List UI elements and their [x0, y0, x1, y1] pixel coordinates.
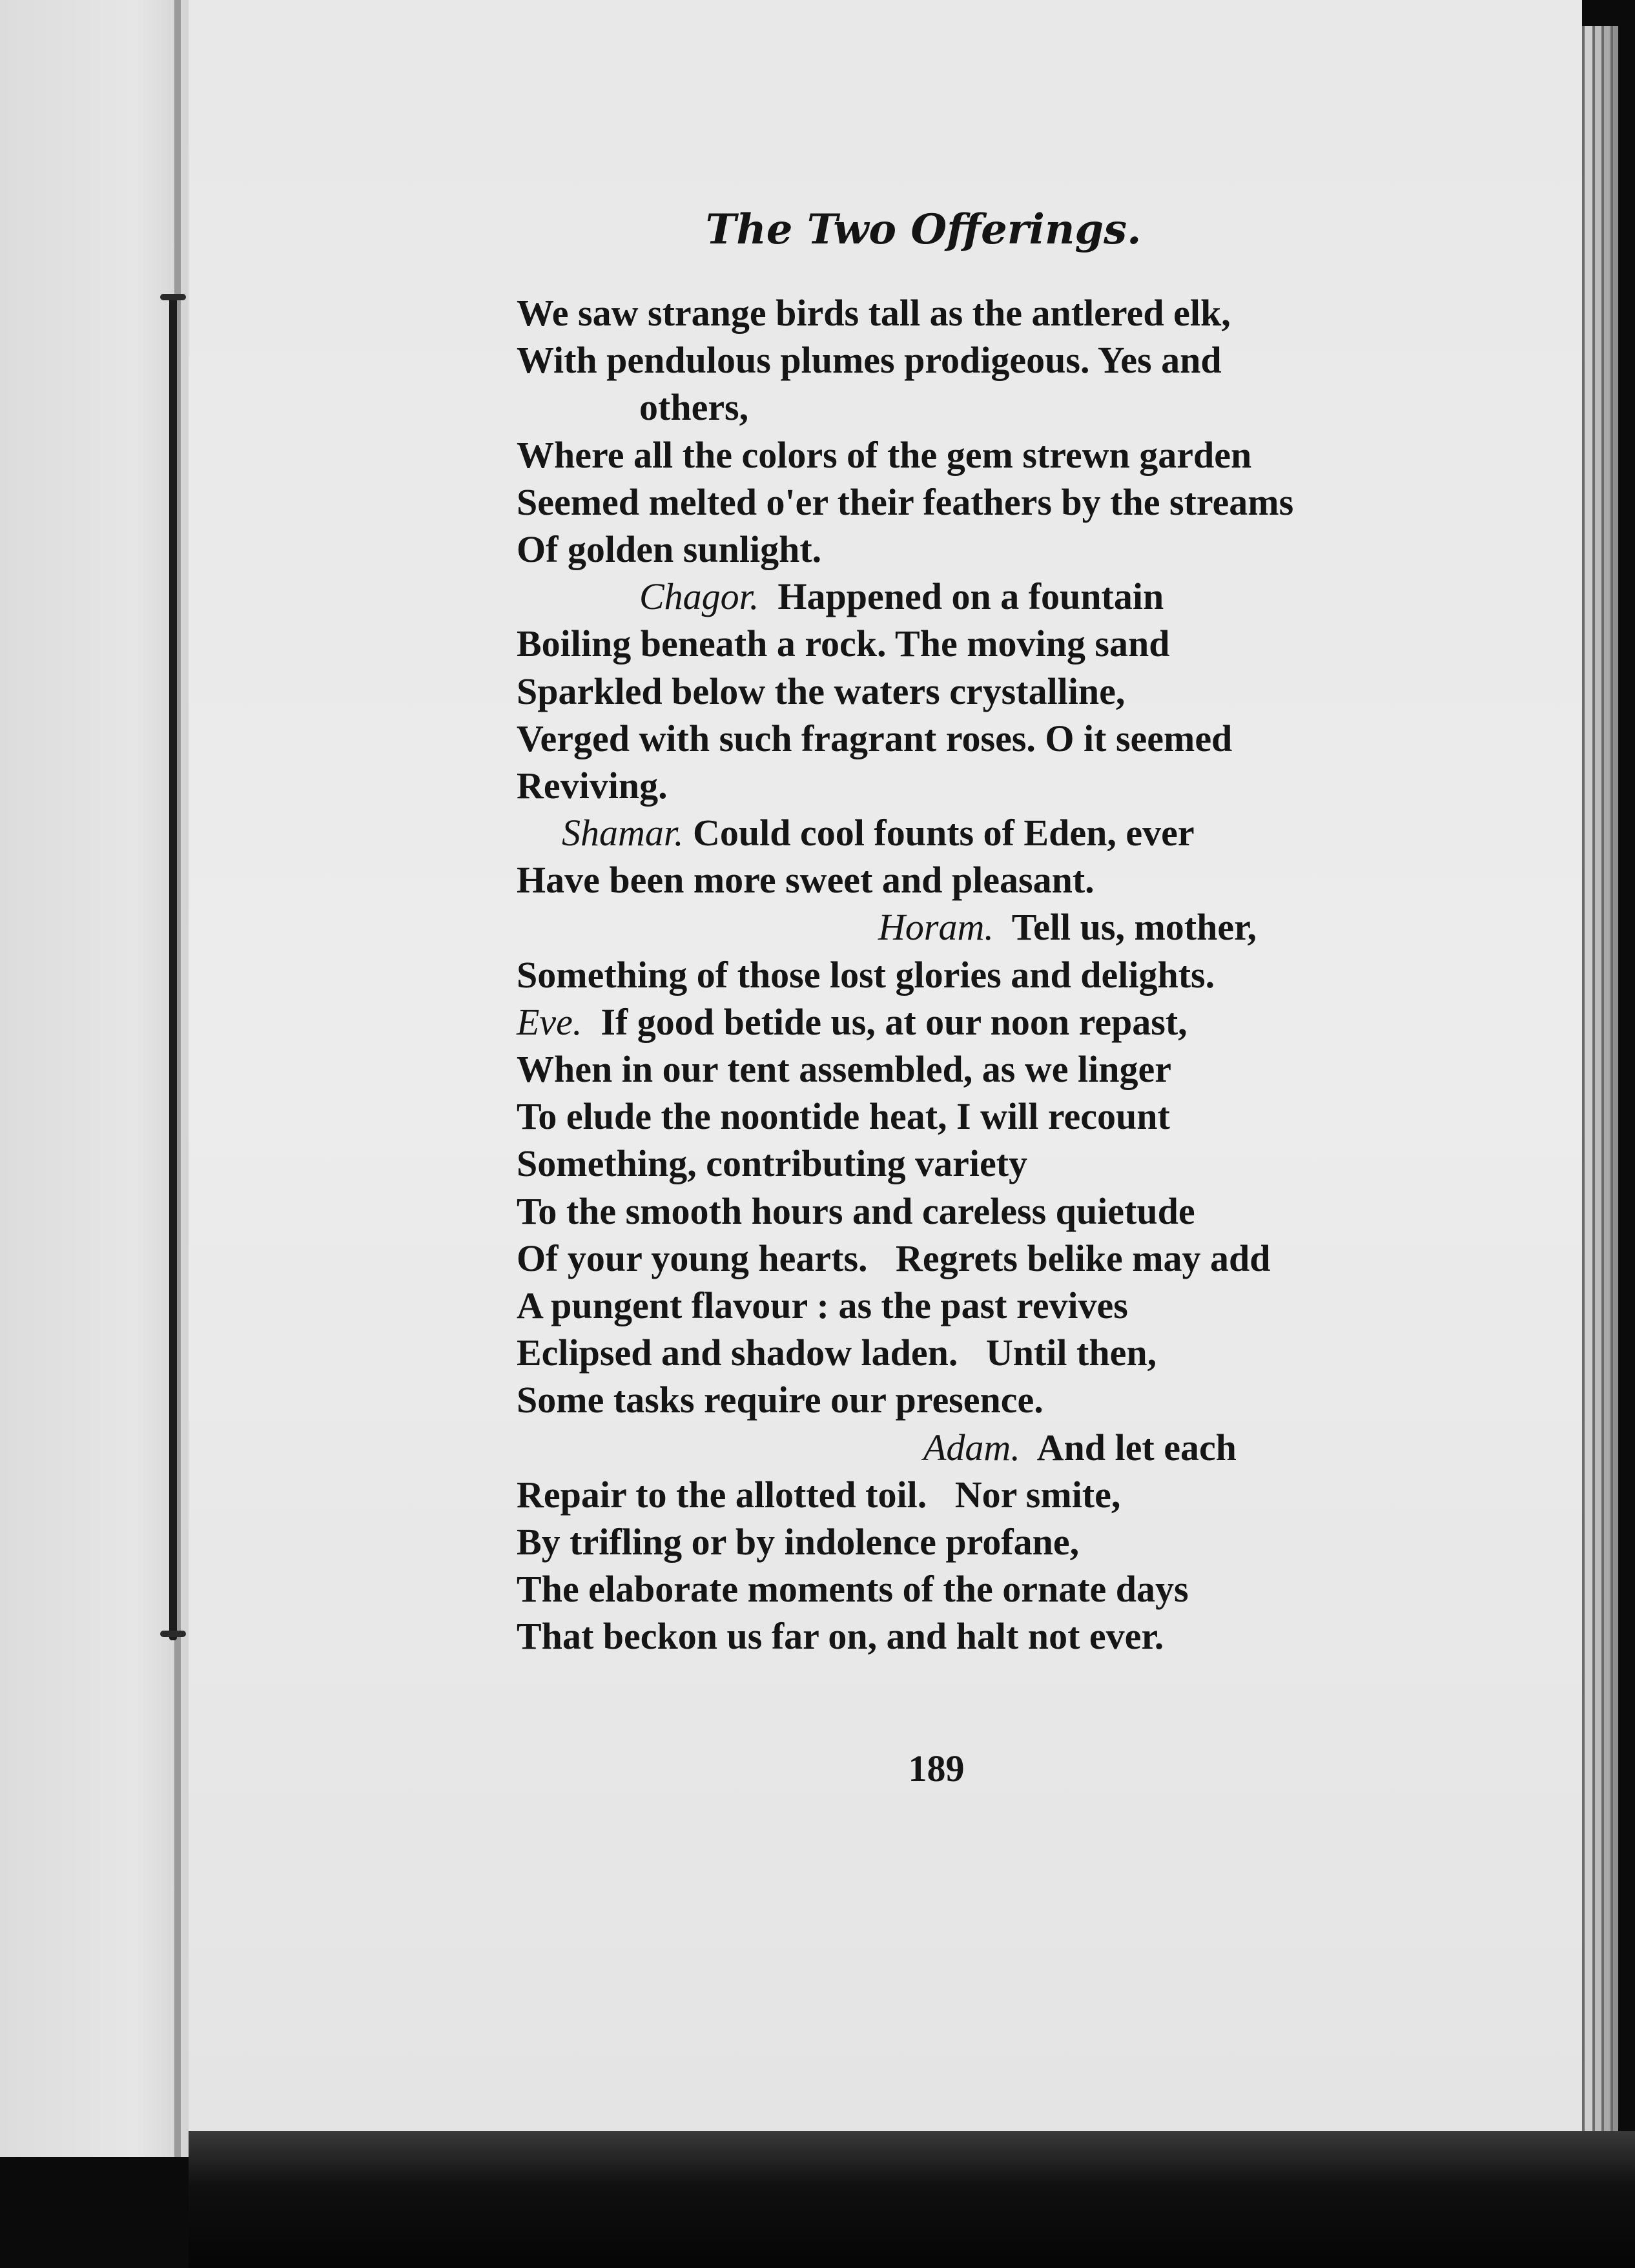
poem-line: We saw strange birds tall as the antlered elk, — [517, 292, 1231, 334]
poem-line: Of your young hearts. Regrets belike may add — [517, 1237, 1271, 1279]
binding-stitch-top — [160, 294, 186, 300]
poem-line: Of golden sunlight. — [517, 528, 822, 570]
binding-stitch-bottom — [160, 1631, 186, 1637]
poem-line: A pungent flavour : as the past revives — [517, 1284, 1128, 1326]
binding-thread — [169, 297, 177, 1640]
poem-line: Eclipsed and shadow laden. Until then, — [517, 1332, 1157, 1374]
poem-line: Verged with such fragrant roses. O it seemed — [517, 717, 1233, 759]
poem-line: Something, contributing variety — [517, 1142, 1028, 1185]
poem-line: Some tasks require our presence. — [517, 1379, 1044, 1421]
poem-line: That beckon us far on, and halt not ever. — [517, 1615, 1164, 1658]
poem-line: To the smooth hours and careless quietude — [517, 1190, 1195, 1232]
poem-line: To elude the noontide heat, I will recount — [517, 1095, 1170, 1138]
poem-line: Seemed melted o'er their feathers by the streams — [517, 480, 1294, 523]
left-page-edge — [0, 0, 194, 2157]
poem-line: The elaborate moments of the ornate days — [517, 1568, 1189, 1611]
poem-line: Repair to the allotted toil. Nor smite, — [517, 1473, 1121, 1516]
poem-line: Where all the colors of the gem strewn garden — [517, 433, 1252, 476]
page-fore-edge — [1610, 26, 1618, 2144]
page-fore-edge — [1592, 26, 1601, 2144]
poem-line: By trifling or by indolence profane, — [517, 1520, 1080, 1563]
poem-line: Shamar. Could cool founts of Eden, ever — [562, 812, 1195, 854]
speaker-name: Adam. — [923, 1426, 1020, 1469]
poem-line: Boiling beneath a rock. The moving sand — [517, 623, 1170, 665]
speaker-name: Eve. — [517, 1000, 582, 1043]
poem-text — [517, 289, 1356, 1660]
poem-line: Chagor. Happened on a fountain — [639, 575, 1164, 618]
poem-line: Something of those lost glories and delights. — [517, 953, 1215, 996]
poem-line: Reviving. — [517, 764, 668, 807]
poem-line: others, — [639, 386, 749, 429]
poem-line: With pendulous plumes prodigeous. Yes and — [517, 339, 1222, 382]
page-number: 189 — [908, 1747, 965, 1789]
page-fore-edge — [1582, 26, 1592, 2144]
poem-line: Horam. Tell us, mother, — [878, 906, 1257, 949]
speaker-name: Chagor. — [639, 575, 759, 618]
scan-shadow — [189, 2131, 1635, 2268]
poem-line: Sparkled below the waters crystalline, — [517, 670, 1126, 712]
poem-line: Have been more sweet and pleasant. — [517, 859, 1095, 902]
running-head: The Two Offerings. — [705, 205, 1142, 254]
poem-line: When in our tent assembled, as we linger — [517, 1048, 1171, 1090]
page-fore-edge — [1601, 26, 1610, 2144]
poem-line: Eve. If good betide us, at our noon repast, — [517, 1000, 1188, 1043]
speaker-name: Horam. — [878, 906, 994, 949]
speaker-name: Shamar. — [562, 812, 684, 854]
poem-line: Adam. And let each — [923, 1426, 1237, 1469]
